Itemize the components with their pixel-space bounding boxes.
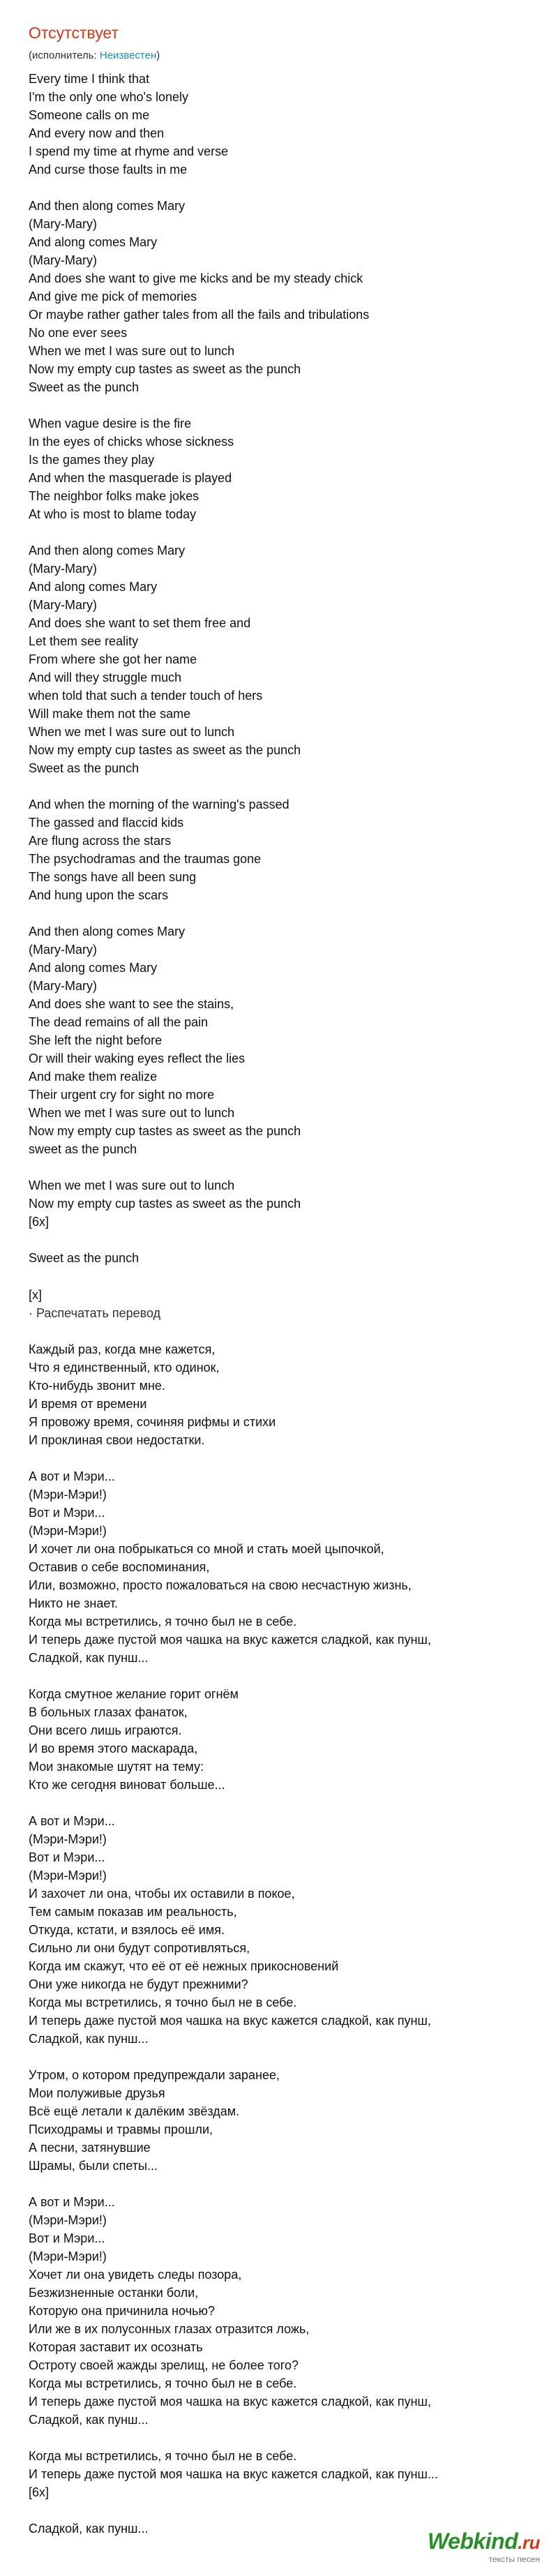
translation-lyrics: Каждый раз, когда мне кажется, Что я единственный, кто одинок, Кто-нибудь звонит мне. И время от времени Я провожу время, сочиняя рифмы и стихи И проклиная свои недостатки. А вот и Мэри... (Мэри-Мэри!) Вот и Мэри... (Мэри-Мэри!) И хочет ли она побрыкаться со мной и стать моей цыпочкой, Оставив о себе воспоминания, Или, возможно, просто пожаловаться на свою несчастную жизнь, Никто не знает. Когда мы встретились, я точно был не в себе. И теперь даже пустой моя чашка на вкус кажется сладкой, как пунш, Сладкой, как пунш... Когда смутное желание горит огнём В больных глазах фанаток, Они всего лишь играются. И во время этого маскарада, Мои знакомые шутят на тему: Кто же сегодня виноват больше... А вот и Мэри... (Мэри-Мэри!) Вот и Мэри... (Мэри-Мэри!) И захочет ли она, чтобы их оставили в покое, Тем самым показав им реальность, Откуда, кстати, и взялось её имя. Сильно ли они будут сопротивляться, Когда им скажут, что её от её нежных прикосновений Они уже никогда не будут прежними? Когда мы встретились, я точно был не в себе. И теперь даже пустой моя чашка на вкус кажется сладкой, как пунш, Сладкой, как пунш... Утром, о котором предупреждали заранее, Мои полуживые друзья Всё ещё летали к далёким звёздам. Психодрамы и травмы прошли, А песни, затянувшие Шрамы, были спеты... А вот и Мэри... (Мэри-Мэри!) Вот и Мэри... (Мэри-Мэри!) Хочет ли она увидеть следы позора, Безжизненные останки боли, Которую она причинила ночью? Или же в их полусонных глазах отразится ложь, Которая заставит их осознать Остроту своей жажды зрелищ, не более того? Когда мы встретились, я точно был не в себе. И теперь даже пустой моя чашка на вкус кажется сладкой, как пунш, Сладкой, как пунш... Когда мы встретились, я точно был не в себе. И теперь даже пустой моя чашка на вкус кажется сладкой, как пунш... [6x] Сладкой, как пунш... xyxy=(29,1342,438,2536)
logo-tagline: тексты песен xyxy=(488,2554,540,2564)
logo-main-text: Webkind xyxy=(428,2529,518,2554)
print-marker: [x] xyxy=(29,1288,43,1302)
artist-prefix: (исполнитель: xyxy=(29,50,100,61)
original-lyrics: Every time I think that I'm the only one who's lonely Someone calls on me And every now and then I spend my time at rhyme and verse And curse those faults in me And then along comes Mary (Mary-Mary) And along comes Mary (Mary-Mary) And does she want to give me kicks and be my steady chick And give me pick of memories Or maybe rather gather tales from all the fails and tribulations No one ever sees When we met I was sure out to lunch Now my empty cup tastes as sweet as the punch Sweet as the punch When vague desire is the fire In the eyes of chicks whose sickness Is the games they play And when the masquerade is played The neighbor folks make jokes At who is most to blame today And then along comes Mary (Mary-Mary) And along comes Mary (Mary-Mary) And does she want to set them free and Let them see reality From where she got her name And will they struggle much when told that such a tender touch of hers Will make them not the same When we met I was sure out to lunch Now my empty cup tastes as sweet as the punch Sweet as the punch And when the morning of the warning's passed The gassed and flaccid kids Are flung across the stars The psychodramas and the traumas gone The songs have all been sung And hung upon the scars And then along comes Mary (Mary-Mary) And along comes Mary (Mary-Mary) And does she want to see the stains, The dead remains of all the pain She left the night before Or will their waking eyes reflect the lies And make them realize Their urgent cry for sight no more When we met I was sure out to lunch Now my empty cup tastes as sweet as the punch sweet as the punch When we met I was sure out to lunch Now my empty cup tastes as sweet as the punch [6x] Sweet as the punch xyxy=(29,72,370,1265)
translation-section xyxy=(29,1286,438,2538)
webkind-logo[interactable] xyxy=(428,2529,540,2564)
artist-suffix: ) xyxy=(156,50,160,61)
logo-wordmark xyxy=(428,2529,540,2554)
page-title: Отсутствует xyxy=(29,24,119,42)
print-translation-link[interactable]: · Распечатать перевод xyxy=(29,1306,161,1320)
logo-tld: .ru xyxy=(518,2532,540,2553)
print-controls xyxy=(29,1286,438,1322)
artist-line xyxy=(29,50,160,61)
artist-link[interactable]: Неизвестен xyxy=(99,50,157,61)
